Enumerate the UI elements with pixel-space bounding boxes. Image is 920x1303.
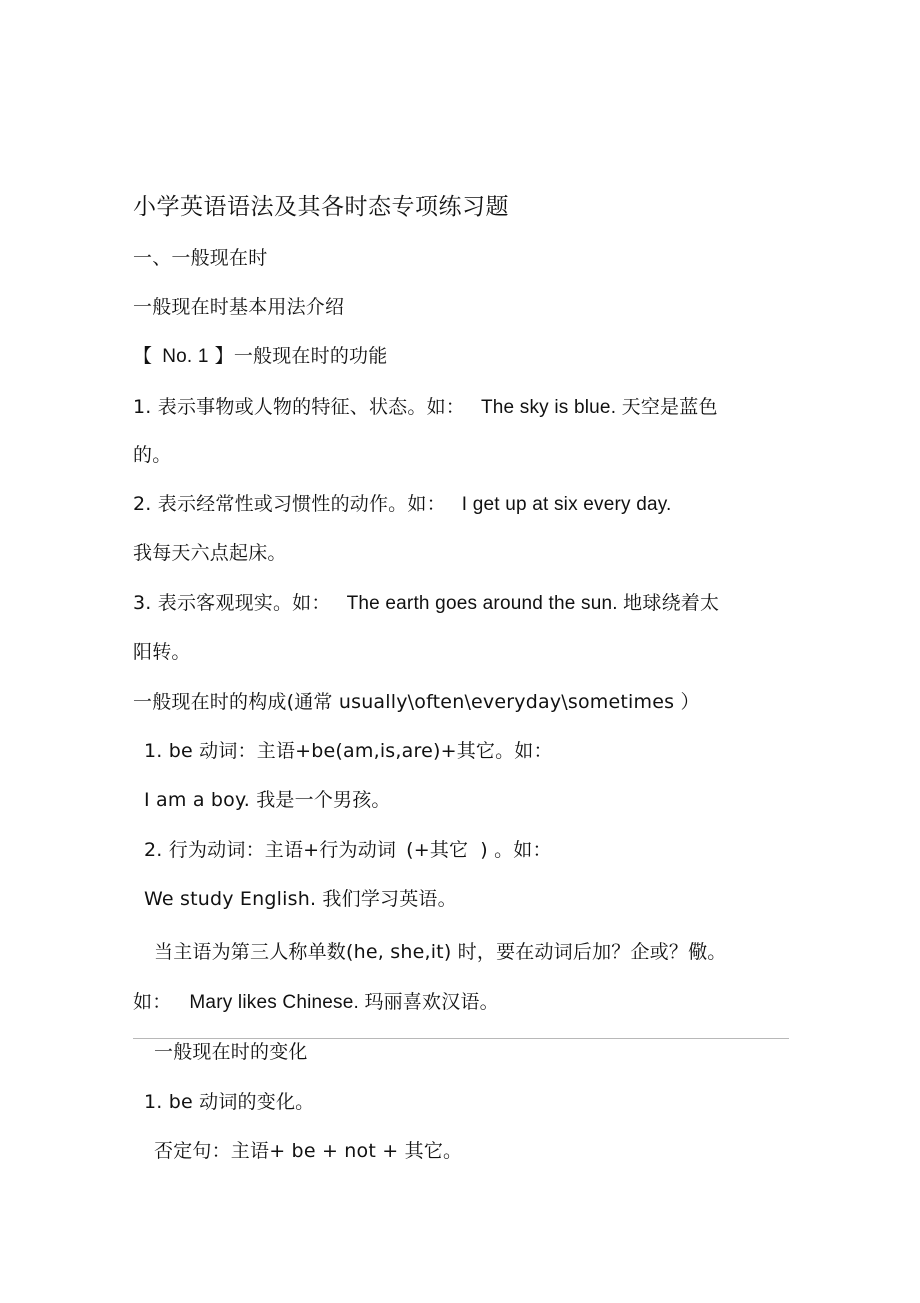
item2-example: I get up at six every day. — [461, 494, 672, 515]
item1-prefix: 1. 表示事物或人物的特征、状态。如： — [133, 396, 465, 418]
action-verb-rule-a: 2. 行为动词：主语+行为动词 — [144, 839, 397, 861]
item3-continued: 阳转。 — [133, 641, 191, 663]
item1-example: The sky is blue. 天空是蓝色 — [480, 397, 718, 418]
item2-line — [133, 492, 672, 517]
no1-label: No. 1 — [162, 346, 209, 367]
item3-example: The earth goes around the sun. 地球绕着太 — [346, 593, 720, 614]
item3-prefix: 3. 表示客观现实。如： — [133, 592, 331, 614]
usage-heading: 一般现在时基本用法介绍 — [133, 296, 345, 318]
be-change: 1. be 动词的变化。 — [144, 1091, 315, 1113]
composition-line: 一般现在时的构成(通常 usually\often\everyday\sometimes ） — [133, 691, 700, 713]
third-person-rule: 当主语为第三人称单数(he, she,it) 时，要在动词后加？企或？儆。 — [154, 941, 727, 963]
divider — [133, 1038, 789, 1039]
section-heading: 一、一般现在时 — [133, 247, 268, 269]
item2-prefix: 2. 表示经常性或习惯性的动作。如： — [133, 493, 446, 515]
item1-continued: 的。 — [133, 444, 172, 466]
third-person-example: Mary likes Chinese. 玛丽喜欢汉语。 — [189, 992, 499, 1013]
changes-heading: 一般现在时的变化 — [154, 1041, 308, 1063]
be-verb-rule: 1. be 动词：主语+be(am,is,are)+其它。如： — [144, 740, 553, 762]
no1-text: 一般现在时的功能 — [233, 345, 388, 367]
item2-continued: 我每天六点起床。 — [133, 542, 287, 564]
item1-line — [133, 395, 718, 420]
item3-line — [133, 591, 719, 616]
bracket-close: 】 — [214, 345, 234, 367]
action-verb-rule-b: (+其它 — [406, 839, 469, 861]
document-title: 小学英语语法及其各时态专项练习题 — [133, 194, 509, 220]
be-verb-example: I am a boy. 我是一个男孩。 — [144, 789, 391, 811]
negative-rule: 否定句：主语+ be + not + 其它。 — [154, 1140, 463, 1162]
action-verb-example: We study English. 我们学习英语。 — [144, 888, 457, 910]
third-person-example-prefix: 如： — [133, 991, 172, 1013]
no1-heading — [133, 344, 387, 369]
bracket-open: 【 — [133, 345, 153, 367]
action-verb-rule — [144, 838, 552, 862]
third-person-example-line — [133, 990, 499, 1015]
action-verb-rule-c: ) 。如： — [480, 839, 552, 861]
